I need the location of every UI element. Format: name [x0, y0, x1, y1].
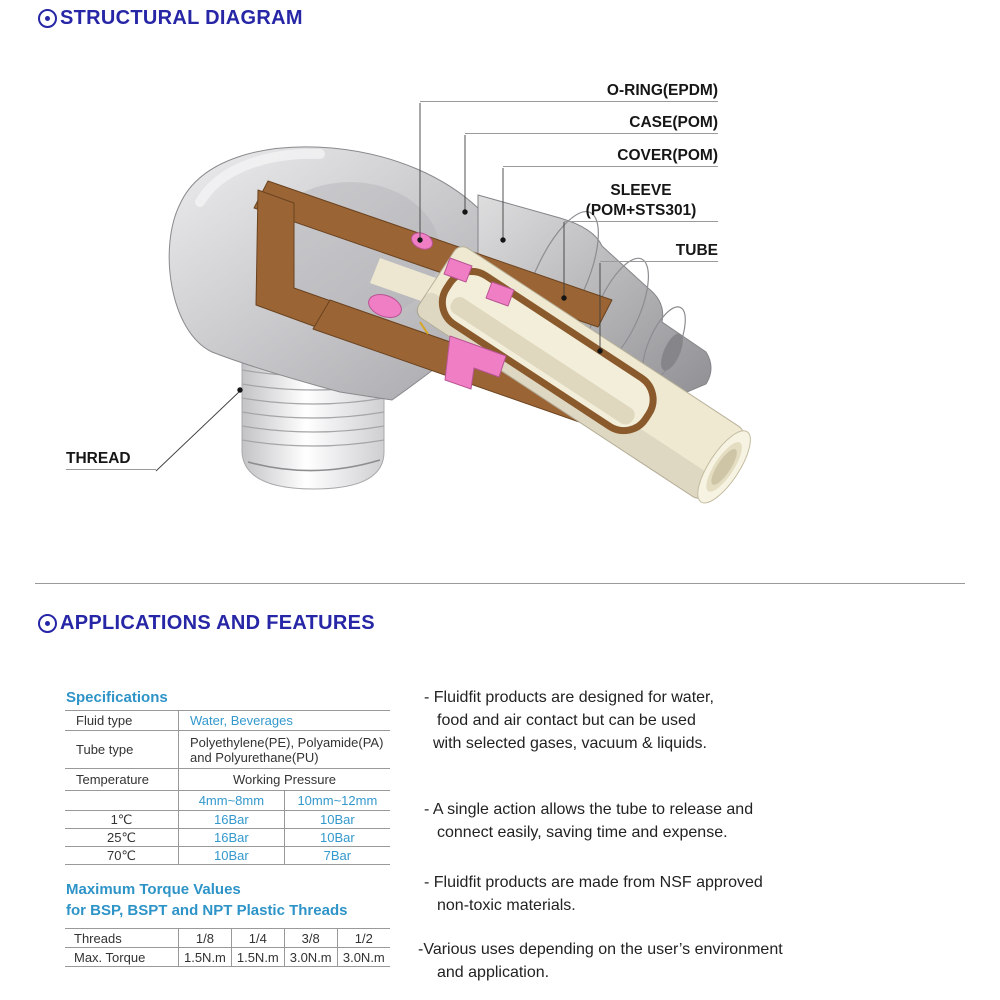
spec-size-col2: 10mm~12mm — [284, 791, 390, 811]
spec-working-pressure-label: Working Pressure — [179, 769, 391, 791]
torque-value: 3.0N.m — [337, 948, 390, 967]
table-row — [65, 929, 390, 948]
spec-fluid-type-label: Fluid type — [65, 711, 179, 731]
structural-diagram-title: STRUCTURAL DIAGRAM — [60, 7, 303, 29]
spec-pressure-value: 10Bar — [284, 811, 390, 829]
table-row — [65, 731, 390, 769]
spec-tube-type-value — [179, 731, 391, 769]
feature-line: non-toxic materials. — [437, 897, 576, 914]
torque-title-line2: for BSP, BSPT and NPT Plastic Threads — [66, 902, 348, 919]
spec-tube-type-label: Tube type — [65, 731, 179, 769]
spec-temp-value: 25℃ — [65, 829, 179, 847]
spec-temp-value: 70℃ — [65, 847, 179, 865]
label-sleeve-line2: (POM+STS301) — [585, 202, 697, 219]
feature-line: - Fluidfit products are made from NSF approved — [424, 874, 763, 891]
label-thread: THREAD — [66, 449, 156, 470]
feature-item — [418, 938, 783, 984]
torque-value: 3.0N.m — [284, 948, 337, 967]
torque-title — [66, 879, 347, 921]
table-row — [65, 769, 390, 791]
label-case: CASE(POM) — [465, 113, 718, 134]
label-tube: TUBE — [600, 241, 718, 262]
label-sleeve — [564, 181, 718, 222]
feature-line: -Various uses depending on the user’s environment — [418, 941, 783, 958]
table-row — [65, 791, 390, 811]
torque-size: 3/8 — [284, 929, 337, 948]
table-row — [65, 948, 390, 967]
spec-temp-value: 1℃ — [65, 811, 179, 829]
spec-pressure-value: 7Bar — [284, 847, 390, 865]
applications-heading — [38, 612, 375, 635]
torque-max-label: Max. Torque — [65, 948, 179, 967]
section-divider — [35, 583, 965, 584]
label-oring: O-RING(EPDM) — [420, 81, 718, 102]
specifications-title: Specifications — [66, 689, 168, 706]
torque-threads-label: Threads — [65, 929, 179, 948]
feature-line: - Fluidfit products are designed for water, — [424, 689, 714, 706]
circled-dot-icon — [38, 614, 57, 633]
spec-pressure-value: 10Bar — [179, 847, 285, 865]
spec-temperature-label: Temperature — [65, 769, 179, 791]
torque-table — [65, 928, 390, 967]
spec-pressure-value: 16Bar — [179, 829, 285, 847]
label-sleeve-line1: SLEEVE — [610, 182, 672, 199]
feature-line: connect easily, saving time and expense. — [437, 824, 728, 841]
feature-line: and application. — [437, 964, 550, 981]
torque-value: 1.5N.m — [231, 948, 284, 967]
specifications-table — [65, 710, 390, 865]
torque-size: 1/4 — [231, 929, 284, 948]
feature-item — [424, 686, 714, 755]
torque-title-line1: Maximum Torque Values — [66, 881, 241, 898]
spec-size-col1: 4mm~8mm — [179, 791, 285, 811]
spec-empty-cell — [65, 791, 179, 811]
spec-pressure-value: 16Bar — [179, 811, 285, 829]
feature-line: with selected gases, vacuum & liquids. — [433, 735, 707, 752]
feature-item — [424, 798, 753, 844]
label-cover: COVER(POM) — [503, 146, 718, 167]
table-row — [65, 811, 390, 829]
torque-value: 1.5N.m — [179, 948, 232, 967]
feature-line: food and air contact but can be used — [437, 712, 696, 729]
table-row — [65, 829, 390, 847]
applications-title: APPLICATIONS AND FEATURES — [60, 612, 375, 634]
feature-item — [424, 871, 763, 917]
feature-line: - A single action allows the tube to release and — [424, 801, 754, 818]
table-row — [65, 847, 390, 865]
torque-size: 1/8 — [179, 929, 232, 948]
spec-tube-type-value-line2: and Polyurethane(PU) — [190, 749, 319, 765]
spec-fluid-type-value: Water, Beverages — [179, 711, 391, 731]
table-row — [65, 711, 390, 731]
torque-size: 1/2 — [337, 929, 390, 948]
spec-tube-type-value-line1: Polyethylene(PE), Polyamide(PA) — [190, 734, 384, 750]
spec-pressure-value: 10Bar — [284, 829, 390, 847]
